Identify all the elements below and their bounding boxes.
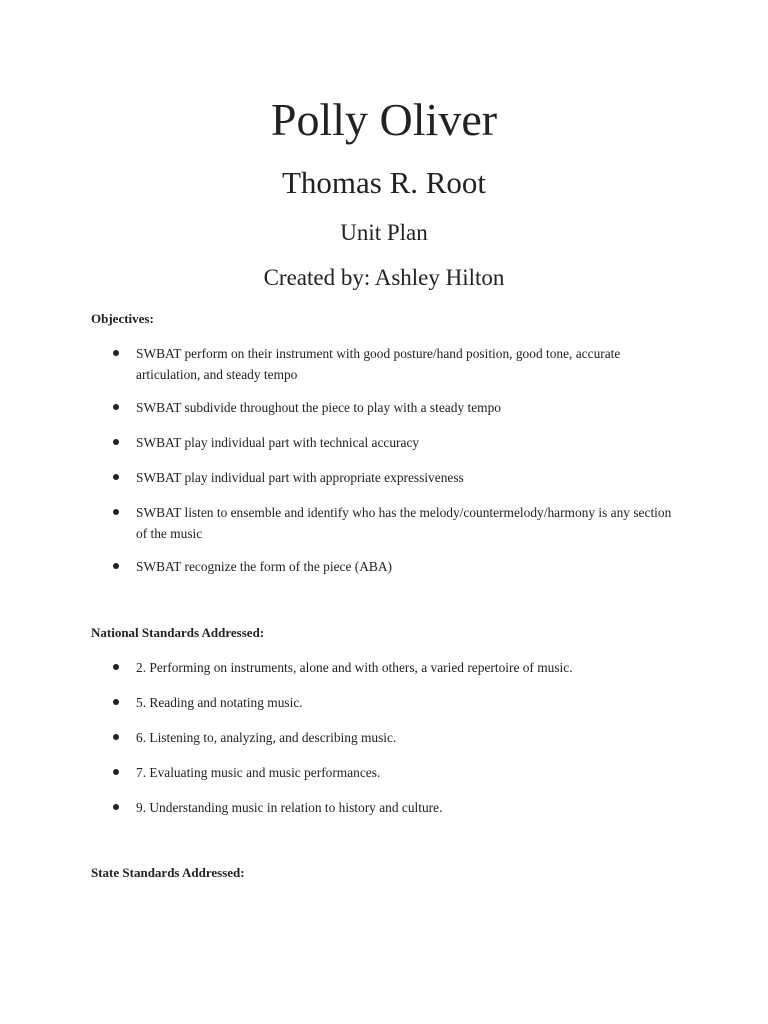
list-item [136,467,681,488]
list-item-text: SWBAT perform on their instrument with good posture/hand position, good tone, accurate articulation, and steady tempo [136,346,621,382]
list-item [136,432,681,453]
national-standards-heading: National Standards Addressed: [91,625,265,640]
bullet-icon [113,404,119,410]
bullet-icon [113,804,119,810]
bullet-icon [113,664,119,670]
list-item-text: SWBAT play individual part with appropriate expressiveness [136,470,464,485]
list-item-text: 2. Performing on instruments, alone and with others, a varied repertoire of music. [136,660,573,675]
bullet-icon [113,350,119,356]
bullet-icon [113,769,119,775]
list-item [136,397,681,418]
list-item-text: 7. Evaluating music and music performances. [136,765,381,780]
plan-type: Unit Plan [340,220,428,245]
document-title: Polly Oliver [270,94,498,145]
bullet-icon [113,734,119,740]
list-item [136,657,681,678]
list-item-text: SWBAT recognize the form of the piece (ABA) [136,559,392,574]
list-item [136,762,681,783]
composer-name: Thomas R. Root [281,165,487,200]
author-credit: Created by: Ashley Hilton [263,265,505,290]
list-item-text: 9. Understanding music in relation to history and culture. [136,800,443,815]
list-item-text: SWBAT listen to ensemble and identify who has the melody/countermelody/harmony is any section of the music [136,505,672,541]
bullet-icon [113,509,119,515]
list-item [136,797,681,818]
list-item-text: 6. Listening to, analyzing, and describing music. [136,730,397,745]
bullet-icon [113,439,119,445]
bullet-icon [113,563,119,569]
list-item-text: SWBAT subdivide throughout the piece to play with a steady tempo [136,400,501,415]
list-item-text: SWBAT play individual part with technical accuracy [136,435,420,450]
bullet-icon [113,474,119,480]
objectives-heading: Objectives: [91,311,154,326]
state-standards-heading: State Standards Addressed: [91,865,245,880]
list-item [136,343,681,385]
list-item [136,692,681,713]
list-item [136,727,681,748]
list-item [136,502,681,544]
list-item [136,556,681,577]
bullet-icon [113,699,119,705]
list-item-text: 5. Reading and notating music. [136,695,303,710]
